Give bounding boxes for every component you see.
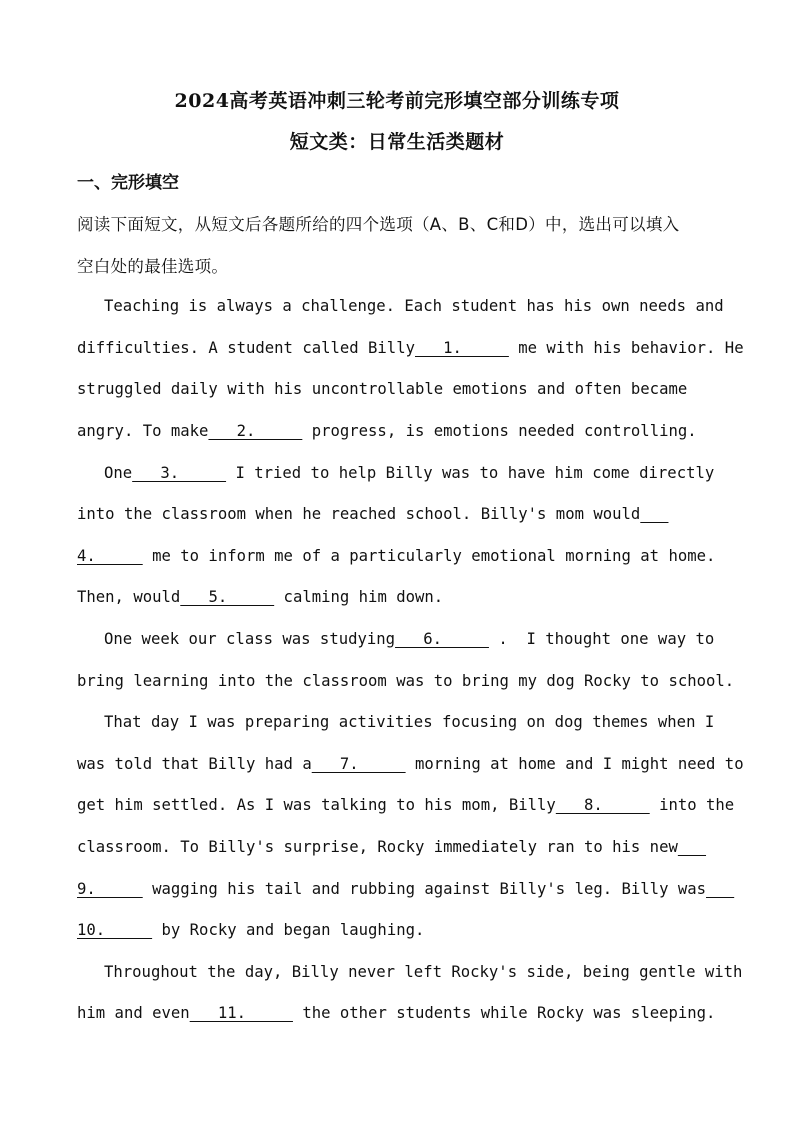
passage-line: 10. by Rocky and began laughing. xyxy=(77,921,425,939)
passage-line: classroom. To Billy's surprise, Rocky immediately ran to his new xyxy=(77,836,706,858)
blank-1: 1. xyxy=(414,339,509,357)
passage-line: angry. To make 2. progress, is emotions needed controlling. xyxy=(77,422,697,440)
instruction-line-2: 空白处的最佳选项。 xyxy=(77,257,229,276)
document-subtitle: 短文类：日常生活类题材 xyxy=(289,131,505,153)
passage-line: bring learning into the classroom was to bring my dog Rocky to school. xyxy=(77,672,735,690)
passage-line: Teaching is always a challenge. Each student has his own needs and xyxy=(104,297,724,315)
document-title: 2024高考英语冲刺三轮考前完形填空部分训练专项 xyxy=(174,90,620,112)
blank-10-start xyxy=(706,878,734,900)
passage-line: That day I was preparing activities focusing on dog themes when I xyxy=(104,713,715,731)
passage-line: difficulties. A student called Billy 1. me with his behavior. He xyxy=(77,339,744,357)
passage-line: get him settled. As I was talking to his mom, Billy 8. into the xyxy=(77,796,735,814)
blank-11: 11. xyxy=(189,1004,293,1022)
passage-line: him and even 11. the other students while Rocky was sleeping. xyxy=(77,1004,716,1022)
passage-line: Throughout the day, Billy never left Rocky's side, being gentle with xyxy=(104,963,743,981)
blank-8: 8. xyxy=(555,796,650,814)
passage-line: 4. me to inform me of a particularly emotional morning at home. xyxy=(77,547,716,565)
section-heading: 一、完形填空 xyxy=(77,173,179,193)
passage-line: One 3. I tried to help Billy was to have him come directly xyxy=(104,464,715,482)
blank-2: 2. xyxy=(208,422,303,440)
blank-3: 3. xyxy=(132,464,227,482)
blank-7: 7. xyxy=(311,755,406,773)
instruction-line-1: 阅读下面短文，从短文后各题所给的四个选项（A、B、C和D）中，选出可以填入 xyxy=(77,215,680,234)
blank-4: 4. xyxy=(77,547,143,565)
passage-line: 9. wagging his tail and rubbing against Billy's leg. Billy was xyxy=(77,878,734,900)
blank-9-start xyxy=(678,836,706,858)
passage-line: into the classroom when he reached school. Billy's mom would xyxy=(77,503,668,525)
passage-line: struggled daily with his uncontrollable emotions and often became xyxy=(77,380,688,398)
blank-6: 6. xyxy=(395,630,489,648)
blank-5: 5. xyxy=(180,588,275,606)
blank-10: 10. xyxy=(77,921,153,939)
blank-4-start xyxy=(640,503,668,525)
passage-line: was told that Billy had a 7. morning at home and I might need to xyxy=(77,755,744,773)
passage-line: One week our class was studying 6. . I thought one way to xyxy=(104,630,715,648)
blank-9: 9. xyxy=(77,880,143,898)
passage-line: Then, would 5. calming him down. xyxy=(77,588,444,606)
